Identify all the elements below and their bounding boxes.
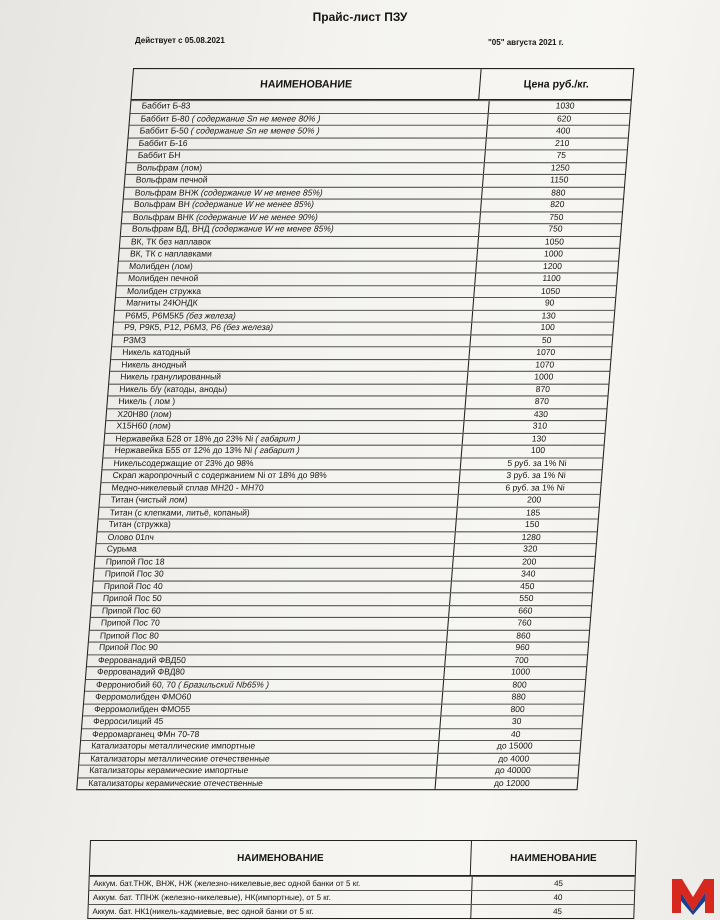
item-name bbox=[104, 433, 463, 444]
table-row bbox=[112, 334, 612, 346]
item-name-text: Припой Пос 30 bbox=[104, 568, 165, 579]
item-name-text: Ферросилиций 45 bbox=[92, 716, 164, 727]
item-name bbox=[83, 704, 442, 715]
item-name bbox=[94, 569, 453, 580]
item-name-text: Никель ( лом ) bbox=[118, 396, 176, 407]
item-price: 660 bbox=[517, 605, 533, 616]
item-price: 880 bbox=[550, 187, 566, 197]
table-row bbox=[121, 223, 621, 235]
item-price: 150 bbox=[524, 519, 540, 530]
item-note: (без железа) bbox=[223, 322, 274, 333]
item-name-text: Молибден (лом) bbox=[128, 261, 194, 271]
item-name-text: Феррованадий ФВД50 bbox=[97, 654, 187, 665]
table-row bbox=[115, 297, 615, 309]
item-name bbox=[112, 335, 471, 346]
item-name-text: Припой Пос 18 bbox=[105, 556, 166, 567]
item-note: (без железа) bbox=[185, 310, 237, 320]
item-name-text: Вольфрам ВД, ВНД bbox=[131, 224, 210, 234]
item-name-text: Р6М5, Р6М5К5 bbox=[124, 310, 185, 320]
item-price: 870 bbox=[535, 384, 551, 394]
item-name bbox=[121, 224, 480, 235]
item-name bbox=[98, 520, 457, 531]
item-name-text: Вольфрам ВНК bbox=[132, 211, 195, 222]
item-price: 130 bbox=[541, 310, 557, 320]
item-price: 820 bbox=[549, 199, 565, 210]
table-row bbox=[99, 506, 599, 518]
item-price: 1200 bbox=[542, 261, 563, 271]
table-row bbox=[80, 740, 580, 752]
item-name bbox=[84, 692, 443, 703]
item-name bbox=[81, 729, 440, 740]
item-name bbox=[124, 187, 483, 198]
item-price: до 12000 bbox=[493, 777, 531, 788]
company-logo-icon bbox=[670, 873, 716, 915]
item-name-text: Припой Пос 90 bbox=[98, 642, 159, 653]
item-note: (содержание W не менее 85%) bbox=[211, 224, 335, 234]
item-name bbox=[105, 421, 464, 432]
item-name-text: Х15Н60 (лом) bbox=[116, 421, 172, 431]
item-price: 800 bbox=[510, 704, 526, 714]
item-name-text: Ферромолибден ФМО55 bbox=[93, 704, 191, 714]
item-price: 750 bbox=[547, 224, 563, 234]
item-name-text: Припой Пос 80 bbox=[99, 630, 160, 640]
item-price: 960 bbox=[515, 642, 530, 653]
item-name-text: Припой Пос 50 bbox=[102, 593, 163, 603]
item-name-text: Ферромарганец ФМн 70-78 bbox=[91, 728, 200, 739]
price-table bbox=[76, 68, 634, 790]
item-name-text: Магниты 24ЮНДК bbox=[125, 298, 199, 308]
item-name-text: Молибден стружка bbox=[126, 285, 202, 296]
table-row bbox=[122, 211, 622, 223]
table-row bbox=[85, 678, 585, 690]
document-date: "05" августа 2021 г. bbox=[488, 38, 564, 47]
page-title: Прайс-лист ПЗУ bbox=[312, 10, 408, 24]
table-row bbox=[89, 629, 589, 641]
table-row bbox=[111, 346, 611, 358]
header-name: НАИМЕНОВАНИЕ bbox=[132, 69, 482, 99]
batteries-table bbox=[87, 840, 637, 919]
battery-name: Аккум. бат.ТНЖ, ВНЖ, НЖ (железно-никелевые,вес одной банки от 5 кг. bbox=[89, 877, 472, 890]
item-price: 40 bbox=[510, 728, 521, 739]
item-name-text: Сурьма bbox=[106, 544, 138, 554]
table-row bbox=[118, 260, 618, 272]
item-price: 3 руб. за 1% Ni bbox=[506, 470, 567, 480]
table-row bbox=[114, 309, 614, 321]
item-price: 210 bbox=[554, 138, 570, 148]
item-name-text: Молибден печной bbox=[127, 273, 199, 284]
table-row bbox=[101, 482, 601, 494]
item-price: 1050 bbox=[544, 236, 565, 247]
item-name-text: Нержавейка Б28 от 18% до 23% Ni bbox=[115, 433, 254, 444]
item-name-text: Титан (чистый лом) bbox=[110, 494, 188, 505]
table-row bbox=[125, 174, 625, 186]
item-price: до 40000 bbox=[494, 765, 532, 776]
item-price: 1000 bbox=[534, 371, 554, 382]
item-price: 760 bbox=[516, 617, 532, 628]
item-name bbox=[120, 237, 479, 248]
table-row bbox=[126, 162, 626, 174]
item-name bbox=[102, 458, 461, 469]
item-price: 430 bbox=[533, 408, 549, 419]
item-price: до 4000 bbox=[497, 753, 530, 763]
item-name bbox=[126, 163, 485, 174]
item-name bbox=[90, 618, 449, 629]
item-name-text: Баббит Б-16 bbox=[138, 138, 188, 148]
item-price: 400 bbox=[555, 125, 571, 136]
item-name bbox=[79, 753, 438, 764]
item-price: 75 bbox=[556, 150, 567, 161]
table-row bbox=[88, 642, 588, 654]
item-name bbox=[95, 556, 454, 567]
table-row bbox=[96, 543, 596, 555]
item-name-text: ВК, ТК без наплавок bbox=[130, 236, 212, 247]
item-name-text: Феррованадий ФВД80 bbox=[96, 667, 186, 677]
item-name bbox=[109, 372, 468, 383]
item-price: 1100 bbox=[542, 273, 562, 284]
item-price: 870 bbox=[534, 396, 550, 407]
item-note: ( габарит ) bbox=[254, 445, 301, 456]
item-price: 1050 bbox=[540, 285, 561, 296]
table-row bbox=[116, 285, 616, 297]
item-price: 130 bbox=[531, 433, 547, 444]
item-name-text: Титан (с клепками, литьё, копаный) bbox=[109, 507, 251, 517]
battery-price: 40 bbox=[553, 893, 563, 902]
item-price: 90 bbox=[544, 298, 555, 308]
item-price: 100 bbox=[530, 445, 546, 456]
item-name-text: Нержавейка Б55 от 12% до 13% Ni bbox=[114, 445, 253, 456]
table-row bbox=[131, 100, 631, 112]
item-name bbox=[123, 200, 482, 211]
item-name bbox=[114, 310, 473, 321]
table-row bbox=[94, 568, 594, 580]
item-name bbox=[102, 470, 461, 481]
item-name bbox=[106, 409, 465, 420]
item-price: 50 bbox=[541, 334, 552, 345]
item-name bbox=[96, 544, 455, 555]
table-row bbox=[100, 494, 600, 506]
item-price: 800 bbox=[512, 679, 528, 690]
item-name bbox=[111, 347, 470, 358]
item-name bbox=[131, 101, 490, 112]
item-name-text: Вольфрам (лом) bbox=[136, 162, 203, 173]
item-name bbox=[116, 286, 475, 297]
item-name bbox=[127, 150, 486, 161]
item-price: 320 bbox=[522, 544, 538, 554]
table-row bbox=[92, 592, 592, 604]
table-row bbox=[127, 149, 627, 161]
table-row bbox=[98, 518, 598, 530]
table2-row bbox=[89, 890, 634, 904]
table-row bbox=[113, 322, 613, 334]
item-name-text: Никель б/у (катоды, аноды) bbox=[119, 384, 228, 394]
battery-price: 45 bbox=[553, 879, 564, 888]
table-row bbox=[87, 654, 587, 666]
item-note: ( содержание Sn не менее 80% ) bbox=[191, 113, 322, 124]
item-price: 30 bbox=[511, 716, 522, 727]
table-row bbox=[119, 248, 619, 260]
item-name bbox=[100, 495, 459, 506]
table2-body bbox=[88, 876, 634, 918]
item-note: (содержание W не менее 85%) bbox=[200, 187, 324, 197]
item-name-text: Никель гранулированный bbox=[119, 371, 222, 382]
item-name-text: ВК, ТК с наплавками bbox=[129, 248, 213, 259]
table2-header-name: НАИМЕНОВАНИЕ bbox=[90, 841, 472, 875]
table-row bbox=[77, 777, 577, 789]
table-row bbox=[110, 359, 610, 371]
table-row bbox=[82, 715, 582, 727]
table-row bbox=[78, 765, 578, 777]
table-header bbox=[132, 69, 634, 100]
item-name-text: Припой Пос 70 bbox=[100, 617, 161, 628]
item-name bbox=[82, 716, 441, 727]
table-row bbox=[95, 555, 595, 567]
item-name bbox=[101, 483, 460, 494]
battery-name: Аккум. бат. НК1(никель-кадмиевые, вес одной банки от 5 кг. bbox=[88, 905, 471, 918]
item-name bbox=[93, 581, 452, 592]
item-price: 750 bbox=[548, 211, 564, 222]
item-price: 5 руб. за 1% Ni bbox=[507, 458, 568, 468]
item-note: ( габарит ) bbox=[255, 433, 302, 444]
table-row bbox=[129, 125, 629, 137]
item-name-text: Никель анодный bbox=[120, 359, 187, 370]
table-body bbox=[77, 100, 630, 789]
item-name-text: Баббит Б-83 bbox=[141, 101, 191, 111]
item-name bbox=[117, 273, 476, 284]
item-price: 620 bbox=[556, 113, 572, 124]
item-price: 185 bbox=[525, 507, 541, 517]
item-name bbox=[118, 261, 477, 272]
item-name-text: Катализаторы металлические отечественные bbox=[89, 753, 271, 763]
table2-row bbox=[88, 904, 633, 918]
item-name bbox=[108, 384, 467, 395]
item-price: 450 bbox=[519, 581, 535, 591]
item-price: 200 bbox=[526, 494, 542, 505]
table-row bbox=[108, 383, 608, 395]
item-price: 880 bbox=[511, 691, 527, 702]
item-name bbox=[80, 741, 439, 752]
item-price: 1070 bbox=[535, 347, 556, 357]
item-name-text: Припой Пос 40 bbox=[103, 581, 164, 591]
item-name bbox=[92, 593, 451, 604]
table-row bbox=[90, 617, 590, 629]
item-name-text: Титан (стружка) bbox=[108, 519, 172, 530]
table-row bbox=[97, 531, 597, 543]
item-name bbox=[86, 667, 445, 678]
item-name bbox=[88, 643, 447, 654]
table-row bbox=[102, 469, 602, 481]
table2-header bbox=[90, 841, 636, 876]
item-name bbox=[85, 680, 444, 691]
item-name bbox=[99, 507, 458, 518]
item-price: 200 bbox=[521, 556, 537, 567]
item-name bbox=[129, 126, 488, 137]
table-row bbox=[109, 371, 609, 383]
table-row bbox=[123, 199, 623, 211]
item-name-text: Скрап жаропрочный с содержанием Ni от 18% до 98% bbox=[112, 470, 328, 480]
table-row bbox=[83, 703, 583, 715]
item-name-text: Ферромолибден ФМО60 bbox=[94, 691, 192, 702]
item-name-text: Вольфрам ВНЖ bbox=[134, 187, 200, 197]
table-row bbox=[120, 235, 620, 247]
item-price: 340 bbox=[520, 568, 536, 579]
table-row bbox=[117, 272, 617, 284]
item-name-text: Х20Н80 (лом) bbox=[117, 408, 173, 419]
item-note: ( содержание Sn не менее 50% ) bbox=[190, 125, 321, 136]
item-price: 1030 bbox=[555, 101, 575, 111]
item-name-text: Припой Пос 60 bbox=[101, 605, 162, 616]
item-price: до 15000 bbox=[496, 741, 533, 751]
item-name-text: Катализаторы металлические импортные bbox=[90, 741, 256, 751]
item-name-text: Р9, Р9К5, Р12, Р6М3, Р6 bbox=[123, 322, 222, 333]
item-name-text: Вольфрам печной bbox=[135, 175, 208, 185]
item-price: 1280 bbox=[521, 531, 542, 542]
item-name-text: Баббит Б-50 bbox=[139, 125, 189, 136]
item-price: 310 bbox=[532, 421, 548, 431]
item-name bbox=[122, 212, 481, 223]
table-row bbox=[81, 728, 581, 740]
table-row bbox=[84, 691, 584, 703]
item-name bbox=[97, 532, 456, 543]
item-price: 1000 bbox=[510, 667, 531, 677]
item-price: 1250 bbox=[550, 162, 571, 173]
table-row bbox=[130, 112, 630, 124]
battery-name: Аккум. бат. ТПНЖ (железно-никелевые), НК(импортные), от 5 кг. bbox=[89, 891, 472, 904]
item-name bbox=[89, 630, 448, 641]
item-price: 1150 bbox=[549, 175, 569, 185]
item-name bbox=[128, 138, 487, 149]
item-note: (содержание W не менее 85%) bbox=[191, 199, 315, 210]
header-price: Цена руб./кг. bbox=[523, 78, 590, 90]
item-name bbox=[115, 298, 474, 309]
table-row bbox=[91, 605, 591, 617]
item-price: 1070 bbox=[534, 359, 555, 370]
table-row bbox=[79, 752, 579, 764]
item-name-text: Медно-никелевый сплав МН20 - МН70 bbox=[111, 482, 265, 493]
item-name-text: Никель катодный bbox=[121, 347, 191, 357]
table-row bbox=[93, 580, 593, 592]
item-name-text: Баббит БН bbox=[137, 150, 181, 161]
table-row bbox=[102, 457, 602, 469]
item-name-text: Баббит Б-80 bbox=[140, 113, 190, 124]
table2-row bbox=[89, 876, 634, 890]
item-name bbox=[107, 396, 466, 407]
item-name-text: Никельсодержащие от 23% до 98% bbox=[113, 458, 254, 468]
item-name bbox=[113, 323, 472, 334]
item-name bbox=[91, 606, 450, 617]
item-price: 1000 bbox=[543, 248, 564, 259]
item-name-text: Катализаторы керамические импортные bbox=[88, 765, 249, 776]
item-name-text: Феррониобий 60, 70 bbox=[95, 679, 177, 690]
item-name-text: Вольфрам ВН bbox=[133, 199, 191, 210]
table2-header-price: НАИМЕНОВАНИЕ bbox=[509, 852, 597, 864]
table-row bbox=[106, 408, 606, 420]
table-row bbox=[86, 666, 586, 678]
item-name bbox=[87, 655, 446, 666]
item-name bbox=[77, 778, 436, 789]
item-name bbox=[78, 766, 437, 777]
item-name-text: Катализаторы керамические отечественные bbox=[88, 777, 264, 788]
item-price: 100 bbox=[540, 322, 556, 333]
item-note: ( Бразильский Nb65% ) bbox=[177, 679, 270, 690]
item-price: 860 bbox=[516, 630, 531, 640]
item-name-text: РЗМЗ bbox=[122, 334, 147, 345]
item-price: 6 руб. за 1% Ni bbox=[505, 482, 566, 493]
item-note: (содержание W не менее 90%) bbox=[195, 211, 319, 222]
item-name bbox=[130, 113, 489, 124]
table-row bbox=[128, 137, 628, 149]
battery-price: 45 bbox=[552, 907, 563, 916]
table-row bbox=[105, 420, 605, 432]
item-name bbox=[103, 446, 462, 457]
table-row bbox=[103, 445, 603, 457]
table-row bbox=[107, 395, 607, 407]
table-row bbox=[104, 432, 604, 444]
item-name bbox=[125, 175, 484, 186]
item-price: 550 bbox=[518, 593, 534, 603]
item-price: 700 bbox=[514, 654, 530, 665]
table-row bbox=[124, 186, 624, 198]
item-name bbox=[119, 249, 478, 260]
valid-from: Действует с 05.08.2021 bbox=[135, 36, 225, 45]
item-name bbox=[110, 360, 469, 371]
item-name-text: Олово 01пч bbox=[107, 531, 155, 542]
